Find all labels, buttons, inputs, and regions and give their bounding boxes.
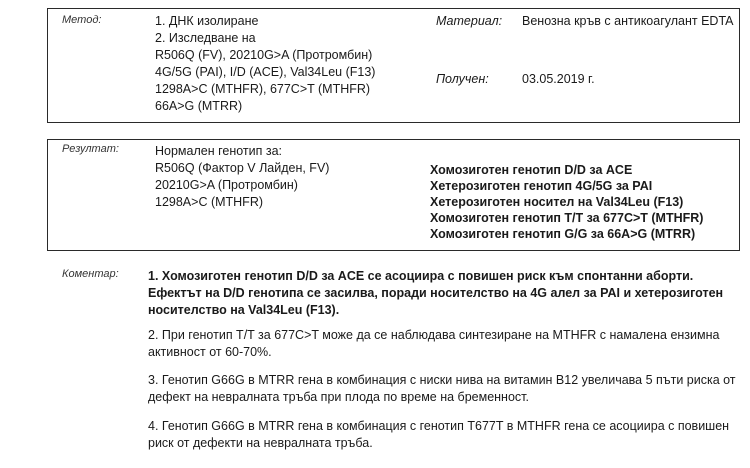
normal-line: 20210G>A (Протромбин): [155, 178, 298, 192]
method-line: R506Q (FV), 20210G>A (Протромбин): [155, 48, 373, 62]
method-line: 1298A>C (MTHFR), 677C>T (MTHFR): [155, 82, 371, 96]
comment-paragraph: 4. Генотип G66G в MTRR гена в комбинация с генотип T677T в MTHFR гена се асоциира с повишен риск от дефекти на невралната тръба.: [148, 419, 730, 450]
finding-line: Хомозиготен генотип D/D за ACE: [430, 163, 633, 177]
method-label: Метод:: [62, 14, 102, 26]
method-line: 66A>G (MTRR): [155, 99, 243, 113]
comment-label: Коментар:: [62, 268, 119, 280]
result-label: Резултат:: [62, 143, 119, 155]
material-label: Материал:: [436, 14, 503, 28]
normal-line: 1298A>C (MTHFR): [155, 195, 264, 209]
finding-line: Хетерозиготен генотип 4G/5G за PAI: [430, 179, 653, 193]
comment-paragraph: 2. При генотип T/T за 677C>T може да се наблюдава синтезиране на MTHFR с намалена ензимна активност от 60-70%.: [148, 328, 720, 359]
material-value: Венозна кръв с антикоагулант EDTA: [522, 14, 734, 28]
comment-paragraph: 1. Хомозиготен генотип D/D за ACE се асоциира с повишен риск към спонтанни аборти. Ефектът на D/D генотипа се засилва, поради носителство на 4G алел за PAI и хетерозиготен носителство на Val34Leu (F13).: [148, 269, 724, 317]
comment-paragraph: 3. Генотип G66G в MTRR гена в комбинация с ниски нива на витамин B12 увеличава 5 пъти риска от дефект на невралната тръба при плода по време на бременност.: [148, 373, 736, 404]
finding-line: Хетерозиготен носител на Val34Leu (F13): [430, 195, 684, 209]
method-line: 1. ДНК изолиране: [155, 14, 259, 28]
method-line: 4G/5G (PAI), I/D (ACE), Val34Leu (F13): [155, 65, 376, 79]
received-value: 03.05.2019 г.: [522, 72, 595, 86]
method-line: 2. Изследване на: [155, 31, 256, 45]
normal-line: Нормален генотип за:: [155, 144, 283, 158]
finding-line: Хомозиготен генотип G/G за 66A>G (MTRR): [430, 227, 696, 241]
finding-line: Хомозиготен генотип T/T за 677C>T (MTHFR): [430, 211, 704, 225]
normal-line: R506Q (Фактор V Лайден, FV): [155, 161, 330, 175]
received-label: Получен:: [436, 72, 489, 86]
